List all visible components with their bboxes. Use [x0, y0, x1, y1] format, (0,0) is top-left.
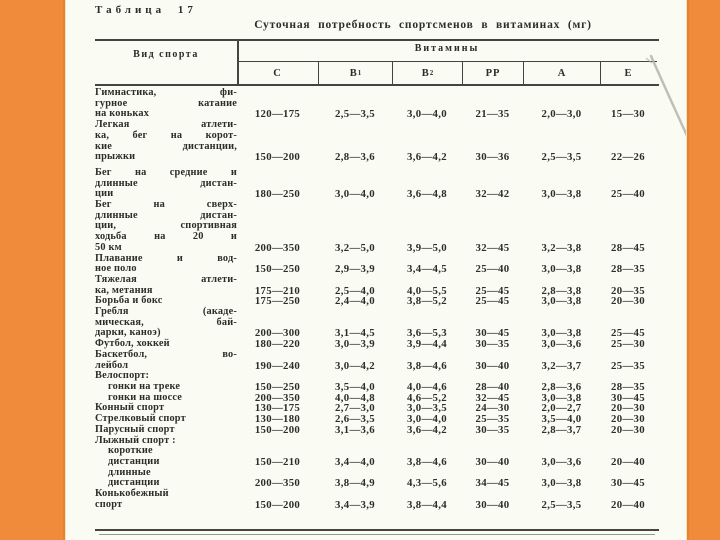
- vitamin-column-header: С: [273, 67, 282, 79]
- vitamin-value: 4,0—4,6: [407, 380, 447, 393]
- vitamin-value: 3,1—3,6: [335, 423, 375, 436]
- vitamin-value: 30—40: [475, 359, 510, 372]
- vitamin-value: 2,8—3,6: [335, 151, 375, 164]
- sport-name: Парусный спорт: [95, 423, 175, 435]
- vitamin-value: 180—250: [254, 188, 301, 201]
- sport-name: гонки на шоссе: [108, 391, 183, 403]
- vitamin-value: 3,5—4,0: [541, 413, 582, 426]
- vitamin-value: 2,7—3,0: [335, 402, 375, 415]
- vitamin-value: 200—300: [254, 327, 301, 340]
- vitamin-value: 180—220: [254, 338, 301, 351]
- vitamin-value: 28—35: [611, 263, 645, 276]
- scanned-page: [66, 0, 686, 540]
- sport-name: длинные дистанции: [108, 466, 160, 489]
- vitamin-value: 20—30: [611, 402, 645, 415]
- vitamin-value: 2,0—2,7: [541, 402, 582, 415]
- vitamin-value: 28—40: [475, 380, 510, 393]
- vitamin-value: 3,8—4,4: [407, 498, 447, 511]
- vitamin-value: 32—42: [475, 188, 510, 201]
- vitamin-column-header: А: [523, 62, 600, 84]
- table-number-label: Таблица 17: [95, 4, 197, 16]
- vitamin-value: 20—40: [611, 498, 645, 511]
- vitamin-value: 2,5—3,5: [541, 151, 582, 164]
- vitamin-value: 28—35: [611, 380, 645, 393]
- vitamin-value: 25—40: [611, 188, 645, 201]
- table-row: [95, 414, 686, 425]
- sport-name: Бег на сверх- длинные дистан- ции, спортивная ходьба на 20 и 50 км: [95, 199, 237, 253]
- vitamin-value: 3,8—4,6: [407, 455, 447, 468]
- vitamin-value: 30—45: [475, 327, 510, 340]
- vitamin-value: 3,0—3,8: [541, 263, 582, 276]
- vitamin-value: 3,8—5,2: [407, 295, 447, 308]
- vitamin-value: 3,0—3,6: [541, 338, 582, 351]
- vitamin-value: 3,4—4,5: [407, 263, 447, 276]
- vitamin-value: 25—35: [611, 359, 645, 372]
- table-row: [95, 168, 686, 200]
- table-bottom-rule: [95, 529, 659, 531]
- sport-name: Конный спорт: [95, 402, 165, 414]
- vitamin-value: 175—210: [254, 284, 301, 297]
- table-row: [95, 425, 686, 436]
- vitamin-value: 150—200: [254, 498, 301, 511]
- sport-name: Бег на средние и длинные дистан- ции: [95, 166, 237, 200]
- sport-name: Тяжелая атлети- ка, метания: [95, 273, 237, 296]
- vitamin-value: 2,6—3,5: [335, 413, 375, 426]
- table-title: Суточная потребность спортсменов в витаминах (мг): [254, 19, 592, 31]
- vitamin-value: 3,8—4,9: [335, 477, 375, 490]
- table-row: [95, 489, 686, 510]
- vitamin-value: 150—250: [254, 263, 301, 276]
- table-row: [95, 120, 686, 163]
- vitamin-value: 25—45: [475, 295, 510, 308]
- vitamin-value: 175—250: [254, 295, 301, 308]
- vitamin-value: 2,5—4,0: [335, 284, 375, 297]
- vitamin-value: 150—250: [254, 380, 301, 393]
- vitamin-value: 2,4—4,0: [335, 295, 375, 308]
- table-row: [95, 350, 686, 371]
- vitamin-value: 30—35: [475, 338, 510, 351]
- table-row: [95, 393, 686, 404]
- vitamin-value: 3,0—3,9: [335, 338, 375, 351]
- vitamin-value: 150—200: [254, 151, 301, 164]
- vitamin-value: 3,6—4,2: [407, 151, 447, 164]
- vitamin-value: 3,2—3,8: [541, 241, 582, 254]
- vitamin-value: 3,0—3,8: [541, 391, 582, 404]
- vitamin-value: 3,4—4,0: [335, 455, 375, 468]
- sport-name: Баскетбол, во- лейбол: [95, 348, 237, 371]
- sport-name: Гребля (акаде- мическая, бай- дарки, каноэ): [95, 306, 237, 339]
- table-row: [95, 307, 686, 339]
- sport-name: гонки на треке: [108, 380, 181, 392]
- vitamin-value: 3,0—3,8: [541, 188, 582, 201]
- vitamin-value: 22—26: [611, 151, 645, 164]
- vitamin-value: 30—45: [611, 391, 645, 404]
- vitamin-value: 3,4—3,9: [335, 498, 375, 511]
- vitamin-value: 2,8—3,6: [541, 380, 582, 393]
- table-row: [95, 275, 686, 296]
- vitamin-value: 3,1—4,5: [335, 327, 375, 340]
- vitamin-value: 30—40: [475, 498, 510, 511]
- vitamin-value: 3,6—4,8: [407, 188, 447, 201]
- vitamin-value: 3,0—3,8: [541, 327, 582, 340]
- vitamin-value: 130—180: [254, 413, 301, 426]
- vitamin-value: 3,6—4,2: [407, 423, 447, 436]
- vitamin-value: 3,0—3,8: [541, 295, 582, 308]
- vitamin-column-header: В 2: [392, 62, 462, 84]
- sport-name: короткие дистанции: [108, 445, 160, 467]
- sport-name: Плавание и вод- ное поло: [95, 252, 237, 275]
- vitamin-value: 3,0—3,8: [541, 477, 582, 490]
- vitamin-value: 3,2—3,7: [541, 359, 582, 372]
- vitamin-value: 150—210: [254, 455, 301, 468]
- sport-name: Конькобежный спорт: [95, 488, 169, 510]
- sport-name: Гимнастика, фи- гурное катание на коньках: [95, 87, 237, 120]
- vitamin-value: 3,0—4,0: [335, 188, 375, 201]
- vitamin-value: 25—35: [475, 413, 510, 426]
- table-rows: [66, 88, 686, 510]
- sport-name: Стрелковый спорт: [95, 413, 186, 425]
- vitamin-value: 30—35: [475, 423, 510, 436]
- vitamin-value: 20—40: [611, 455, 645, 468]
- vitamin-value: 2,5—3,5: [335, 108, 375, 121]
- sport-name: Лыжный спорт :: [95, 434, 176, 446]
- vitamin-value: 25—40: [475, 263, 510, 276]
- table-row: [95, 382, 686, 393]
- vitamin-value: 2,9—3,9: [335, 263, 375, 276]
- table-row: [95, 446, 686, 467]
- vitamin-value: 4,0—4,8: [335, 391, 375, 404]
- vitamin-value: 200—350: [254, 391, 301, 404]
- vitamin-value: 200—350: [254, 241, 301, 254]
- vitamin-value: 3,0—4,0: [407, 413, 447, 426]
- vitamin-value: 25—45: [611, 327, 645, 340]
- table-bottom-rule-faint: [99, 534, 655, 535]
- vitamin-value: 4,0—5,5: [407, 284, 447, 297]
- vitamin-value: 4,3—5,6: [407, 477, 447, 490]
- vitamin-value: 20—30: [611, 413, 645, 426]
- vitamin-subheaders: [237, 62, 657, 84]
- table-row: [95, 371, 686, 382]
- vitamin-value: 3,9—5,0: [407, 241, 447, 254]
- table-row: [95, 468, 686, 489]
- vitamins-group-header: Витамины: [414, 43, 480, 54]
- vitamin-column-header: РР: [462, 62, 523, 84]
- vitamin-value: 130—175: [254, 402, 301, 415]
- vitamin-value: 3,0—3,5: [407, 402, 447, 415]
- vitamin-value: 20—35: [611, 284, 645, 297]
- sport-name: Футбол, хоккей: [95, 338, 170, 350]
- sport-name: Велоспорт:: [95, 370, 150, 382]
- vitamin-value: 2,5—3,5: [541, 498, 582, 511]
- vitamin-value: 32—45: [475, 391, 510, 404]
- vitamin-value: 2,0—3,0: [541, 108, 582, 121]
- table-row: [95, 200, 686, 254]
- table-row: [95, 436, 686, 447]
- vitamin-value: 30—40: [475, 455, 510, 468]
- vitamin-value: 21—35: [475, 108, 510, 121]
- vitamin-value: 34—45: [475, 477, 510, 490]
- vitamin-value: 28—45: [611, 241, 645, 254]
- vitamin-value: 2,8—3,8: [541, 284, 582, 297]
- vitamin-value: 25—45: [475, 284, 510, 297]
- sport-name: Борьба и бокс: [95, 295, 163, 307]
- vitamin-value: 25—30: [611, 338, 645, 351]
- vitamin-value: 120—175: [254, 108, 301, 121]
- vitamin-value: 3,5—4,0: [335, 380, 375, 393]
- sport-name: Легкая атлети- ка, бег на корот- кие дистанции, прыжки: [95, 119, 237, 163]
- vitamin-value: 3,9—4,4: [407, 338, 447, 351]
- vitamin-column-header: Е: [600, 62, 656, 84]
- vitamin-value: 2,8—3,7: [541, 423, 582, 436]
- vitamin-value: 24—30: [475, 402, 510, 415]
- vitamin-value: 190—240: [254, 359, 301, 372]
- vitamin-value: 4,6—5,2: [407, 391, 447, 404]
- vitamin-value: 3,0—4,2: [335, 359, 375, 372]
- header-bottom-rule: [95, 84, 659, 86]
- vitamin-value: 30—36: [475, 151, 510, 164]
- vitamin-value: 3,8—4,6: [407, 359, 447, 372]
- table-row: [95, 254, 686, 275]
- vitamin-value: 3,0—3,6: [541, 455, 582, 468]
- vitamin-value: 30—45: [611, 477, 645, 490]
- vitamin-value: 20—30: [611, 423, 645, 436]
- vitamin-value: 200—350: [254, 477, 301, 490]
- vitamin-value: 3,2—5,0: [335, 241, 375, 254]
- vitamin-value: 3,0—4,0: [407, 108, 447, 121]
- vitamin-value: 150—200: [254, 423, 301, 436]
- table-row: [95, 88, 686, 120]
- vitamin-value: 15—30: [611, 108, 645, 121]
- vitamin-value: 3,6—5,3: [407, 327, 447, 340]
- table-top-rule: [95, 39, 659, 41]
- vitamin-value: 32—45: [475, 241, 510, 254]
- vitamin-value: 20—30: [611, 295, 645, 308]
- vitamin-column-header: В 1: [318, 62, 392, 84]
- sport-column-header: Вид спорта: [133, 49, 199, 60]
